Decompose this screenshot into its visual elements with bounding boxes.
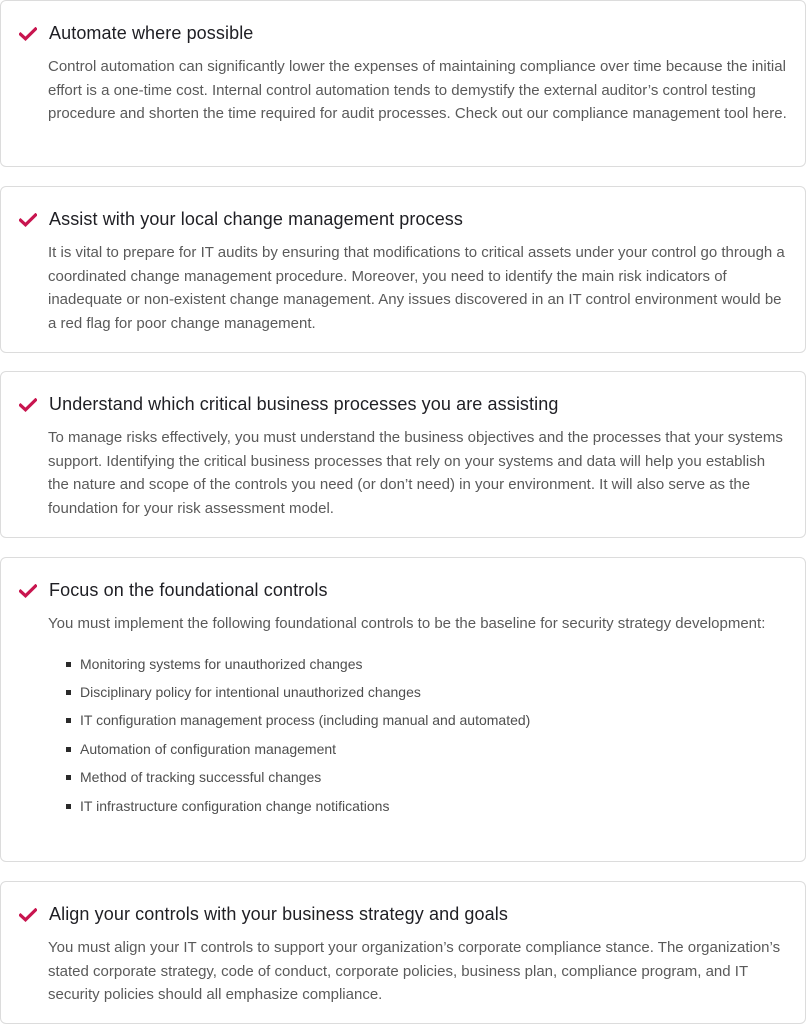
- list-item: Automation of configuration management: [66, 735, 787, 763]
- card-body: [48, 612, 787, 820]
- card-header: [19, 23, 253, 44]
- check-icon: [19, 27, 37, 41]
- card-foundational-controls: [0, 557, 806, 862]
- card-body: [48, 936, 787, 1007]
- card-text: It is vital to prepare for IT audits by ensuring that modifications to critical assets under your control go through a coordinated change management procedure. Moreover, you need to identify the main risk indicators of inadequate or non-existent change management. Any issues discovered in an IT control environment would be a red flag for poor change management.: [48, 244, 785, 332]
- list-item: IT infrastructure configuration change notifications: [66, 792, 787, 820]
- card-title: Assist with your local change management process: [49, 209, 464, 229]
- list-item: Method of tracking successful changes: [66, 763, 787, 791]
- card-header: [19, 209, 463, 230]
- card-header: [19, 580, 328, 601]
- card-text: Control automation can significantly lower the expenses of maintaining compliance over time because the initial effort is a one-time cost. Internal control automation tends to demystify the external auditor’s control testing procedure and shorten the time required for audit processes. Check out our compliance management tool here.: [48, 58, 787, 122]
- card-text: You must align your IT controls to support your organization’s corporate compliance stance. The organization’s stated corporate strategy, code of conduct, corporate policies, business plan, compliance program, and IT security policies should all emphasize compliance.: [48, 939, 781, 1003]
- card-align-controls: [0, 881, 806, 1024]
- check-icon: [19, 398, 37, 412]
- check-icon: [19, 584, 37, 598]
- card-automate: [0, 0, 806, 167]
- card-text: You must implement the following foundational controls to be the baseline for security strategy development:: [48, 615, 766, 632]
- list-item: IT configuration management process (including manual and automated): [66, 706, 787, 734]
- card-text: To manage risks effectively, you must understand the business objectives and the processes that your systems support. Identifying the critical business processes that rely on your systems and data will help you establish the nature and scope of the controls you need (or don’t need) in your environment. It will also serve as the foundation for your risk assessment model.: [48, 429, 783, 517]
- card-title: Focus on the foundational controls: [49, 580, 328, 600]
- check-icon: [19, 908, 37, 922]
- card-header: [19, 904, 508, 925]
- list-item: Monitoring systems for unauthorized changes: [66, 650, 787, 678]
- card-body: [48, 55, 787, 126]
- card-body: [48, 426, 787, 520]
- controls-list: [48, 650, 787, 820]
- card-title: Automate where possible: [49, 23, 254, 43]
- card-business-processes: [0, 371, 806, 538]
- list-item: Disciplinary policy for intentional unauthorized changes: [66, 678, 787, 706]
- card-header: [19, 394, 558, 415]
- card-body: [48, 241, 787, 335]
- check-icon: [19, 213, 37, 227]
- card-title: Understand which critical business processes you are assisting: [49, 394, 559, 414]
- card-change-management: [0, 186, 806, 353]
- card-title: Align your controls with your business strategy and goals: [49, 904, 508, 924]
